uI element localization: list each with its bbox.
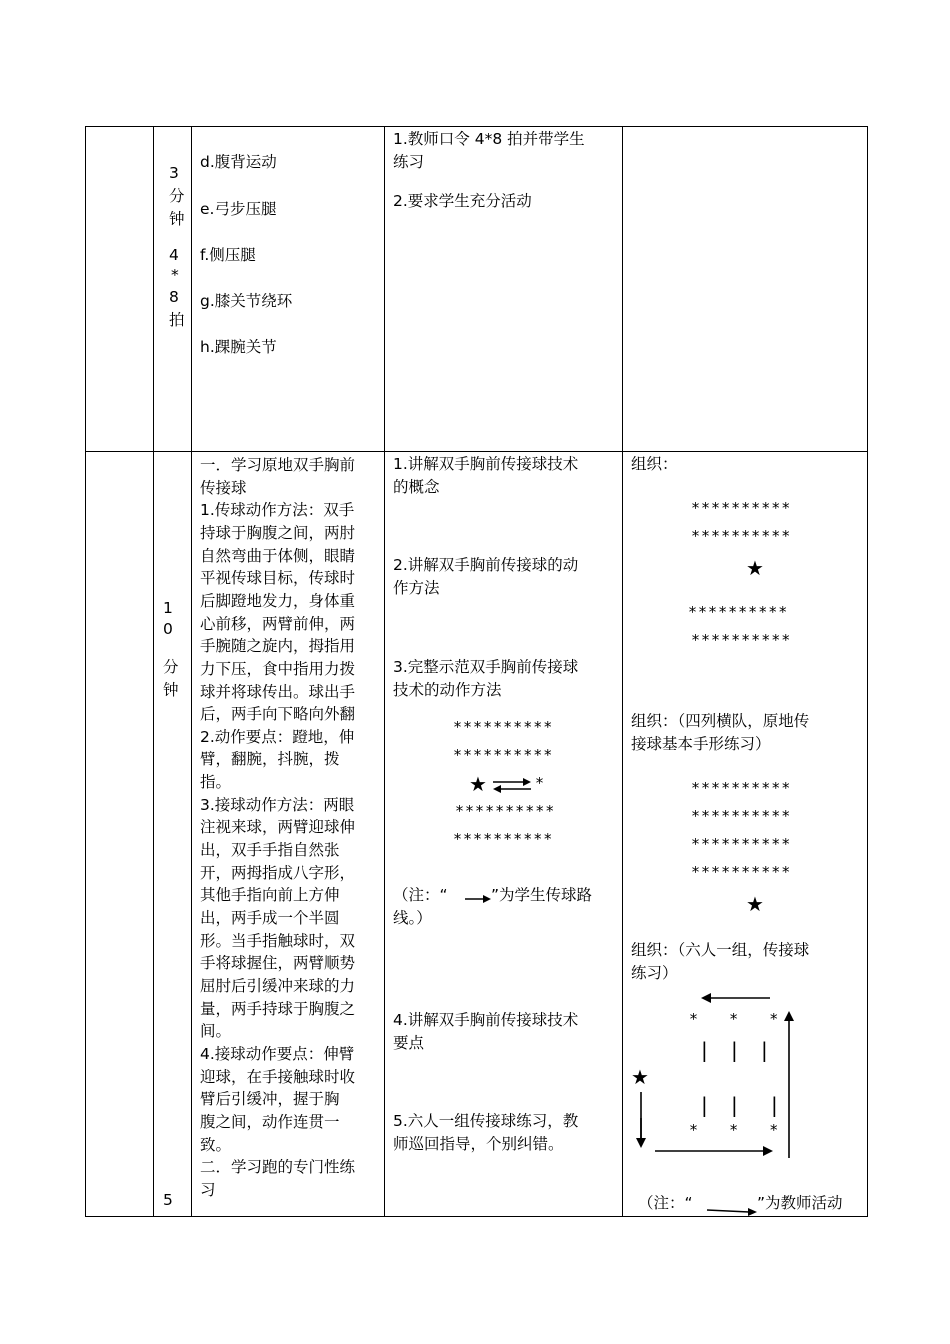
time-char: 1	[163, 599, 173, 617]
teacher-star-icon: ★	[746, 892, 764, 916]
content-line: 二．学习跑的专门性练	[200, 1158, 356, 1177]
column-divider	[153, 126, 154, 1217]
teacher-activity: 5.六人一组传接球练习，教	[393, 1112, 579, 1130]
exercise-item: h.踝腕关节	[200, 338, 277, 356]
arrow-icon	[707, 1206, 757, 1216]
content-line: 注视来球，两臂迎球伸	[200, 818, 356, 837]
teacher-activity: 3.完整示范双手胸前传接球	[393, 658, 579, 676]
content-line: 量，两手持球于胸腹之	[200, 999, 356, 1018]
double-arrow-icon	[493, 778, 531, 792]
org-label: 练习）	[631, 964, 678, 982]
column-divider	[191, 126, 192, 1217]
note-text: （注：“	[638, 1194, 693, 1212]
content-line: 迎球，在手接触球时收	[200, 1067, 356, 1086]
pass-line: |	[731, 1038, 738, 1062]
content-line: 臂后引缓冲，握于胸	[200, 1090, 340, 1109]
content-line: 平视传球目标，传球时	[200, 569, 356, 588]
time-char: 分	[163, 658, 179, 676]
student-row: **********	[453, 830, 554, 848]
student-row: **********	[691, 835, 792, 853]
content-line: 间。	[200, 1022, 232, 1041]
student-row: **********	[691, 807, 792, 825]
content-line: 一．学习原地双手胸前	[200, 456, 356, 474]
content-line: 习	[200, 1180, 216, 1199]
content-line: 致。	[200, 1135, 232, 1154]
student-row: **********	[688, 603, 789, 621]
teacher-activity: 师巡回指导，个别纠错。	[393, 1135, 564, 1153]
arrow-left-icon	[697, 292, 698, 293]
content-line: 心前移，两臂前伸，两	[200, 614, 356, 633]
note-text: ”为学生传球路	[491, 886, 593, 904]
note-text: ”为教师活动	[757, 1194, 843, 1212]
student-row: **********	[455, 802, 556, 820]
teacher-activity: 2.讲解双手胸前传接球的动	[393, 556, 579, 574]
teacher-star-icon: ★	[631, 1065, 649, 1089]
exercise-item: e.弓步压腿	[200, 200, 277, 218]
time-char: 8	[169, 288, 179, 306]
arrow-icon	[465, 894, 491, 904]
pass-line: |	[771, 1093, 778, 1117]
pass-line: |	[701, 1038, 708, 1062]
time-char: *	[171, 266, 179, 284]
content-line: 腹之间，动作连贯一	[200, 1112, 340, 1131]
content-line: 力下压，食中指用力拨	[200, 659, 356, 678]
exercise-item: d.腹背运动	[200, 153, 277, 171]
lesson-plan-table	[85, 126, 868, 1217]
student-row: **********	[691, 779, 792, 797]
student-row: * * *	[689, 1121, 780, 1139]
column-divider	[384, 126, 385, 1217]
content-line: 持球于胸腹之间，两肘	[200, 523, 356, 542]
content-line: 1.传球动作方法：双手	[200, 501, 355, 520]
content-line: 出，双手手指自然张	[200, 841, 340, 860]
teacher-activity: 4.讲解双手胸前传接球技术	[393, 1011, 579, 1029]
teacher-activity: 要点	[393, 1034, 425, 1052]
teacher-activity: 2.要求学生充分活动	[393, 192, 532, 210]
teacher-activity: 练习	[393, 153, 425, 171]
time-char: 拍	[169, 311, 185, 329]
content-line: 手腕随之旋内，拇指用	[200, 637, 356, 656]
exercise-item: g.膝关节绕环	[200, 292, 293, 310]
content-line: 开，两拇指成八字形，	[200, 863, 356, 882]
pass-line: |	[731, 1093, 738, 1117]
org-label: 接球基本手形练习）	[631, 735, 771, 753]
content-line: 形。当手指触球时，双	[200, 931, 356, 950]
student-row: **********	[453, 746, 554, 764]
content-line: 传接球	[200, 478, 247, 497]
time-char: 3	[169, 164, 179, 182]
teacher-activity: 1.教师口令 4*8 拍并带学生	[393, 130, 585, 148]
content-line: 后脚蹬地发力，身体重	[200, 591, 356, 610]
time-char: 钟	[163, 681, 179, 699]
column-divider	[85, 126, 86, 1217]
time-char: 钟	[169, 210, 185, 228]
note-text: （注：“	[393, 886, 448, 904]
row-divider	[85, 451, 868, 452]
org-label: 组织：（六人一组，传接球	[631, 941, 810, 959]
table-border-top	[85, 126, 868, 127]
student-row: **********	[691, 527, 792, 545]
content-line: 臂，翻腕，抖腕，拨	[200, 750, 340, 769]
time-char: 分	[169, 187, 185, 205]
table-border-bottom	[85, 1216, 868, 1217]
org-label: 组织：	[631, 455, 678, 473]
student-row: **********	[691, 499, 792, 517]
student-row: **********	[453, 718, 554, 736]
org-label: 组织：（四列横队，原地传	[631, 712, 810, 730]
content-line: 3.接球动作方法：两眼	[200, 795, 355, 814]
teacher-activity: 的概念	[393, 478, 440, 496]
content-line: 屈肘后引缓冲来球的力	[200, 976, 356, 995]
teacher-activity: 技术的动作方法	[393, 681, 502, 699]
teacher-star-icon: ★	[469, 772, 487, 796]
teacher-star-icon: ★	[746, 556, 764, 580]
student: *	[535, 774, 546, 792]
content-line: 4.接球动作要点：伸臂	[200, 1044, 355, 1063]
content-line: 球并将球传出。球出手	[200, 682, 356, 701]
time-char: 0	[163, 620, 173, 638]
time-char: 4	[169, 246, 179, 264]
teacher-activity: 作方法	[393, 579, 440, 597]
content-line: 出，两手成一个半圆	[200, 909, 340, 927]
student-row: **********	[691, 631, 792, 649]
content-line: 指。	[200, 773, 232, 792]
pass-line: |	[761, 1038, 768, 1062]
content-line: 2.动作要点：蹬地，伸	[200, 727, 355, 746]
note-text: 线。）	[393, 909, 432, 927]
content-line: 自然弯曲于体侧，眼睛	[200, 546, 356, 565]
time-char: 5	[163, 1191, 173, 1209]
pass-line: |	[701, 1093, 708, 1117]
student-row: **********	[691, 863, 792, 881]
content-line: 其他手指向前上方伸	[200, 886, 340, 905]
content-line: 后，两手向下略向外翻	[200, 705, 356, 724]
exercise-item: f.侧压腿	[200, 246, 256, 264]
content-line: 手将球握住，两臂顺势	[200, 954, 356, 973]
teacher-activity: 1.讲解双手胸前传接球技术	[393, 455, 579, 473]
student-row: * * *	[689, 1010, 780, 1028]
